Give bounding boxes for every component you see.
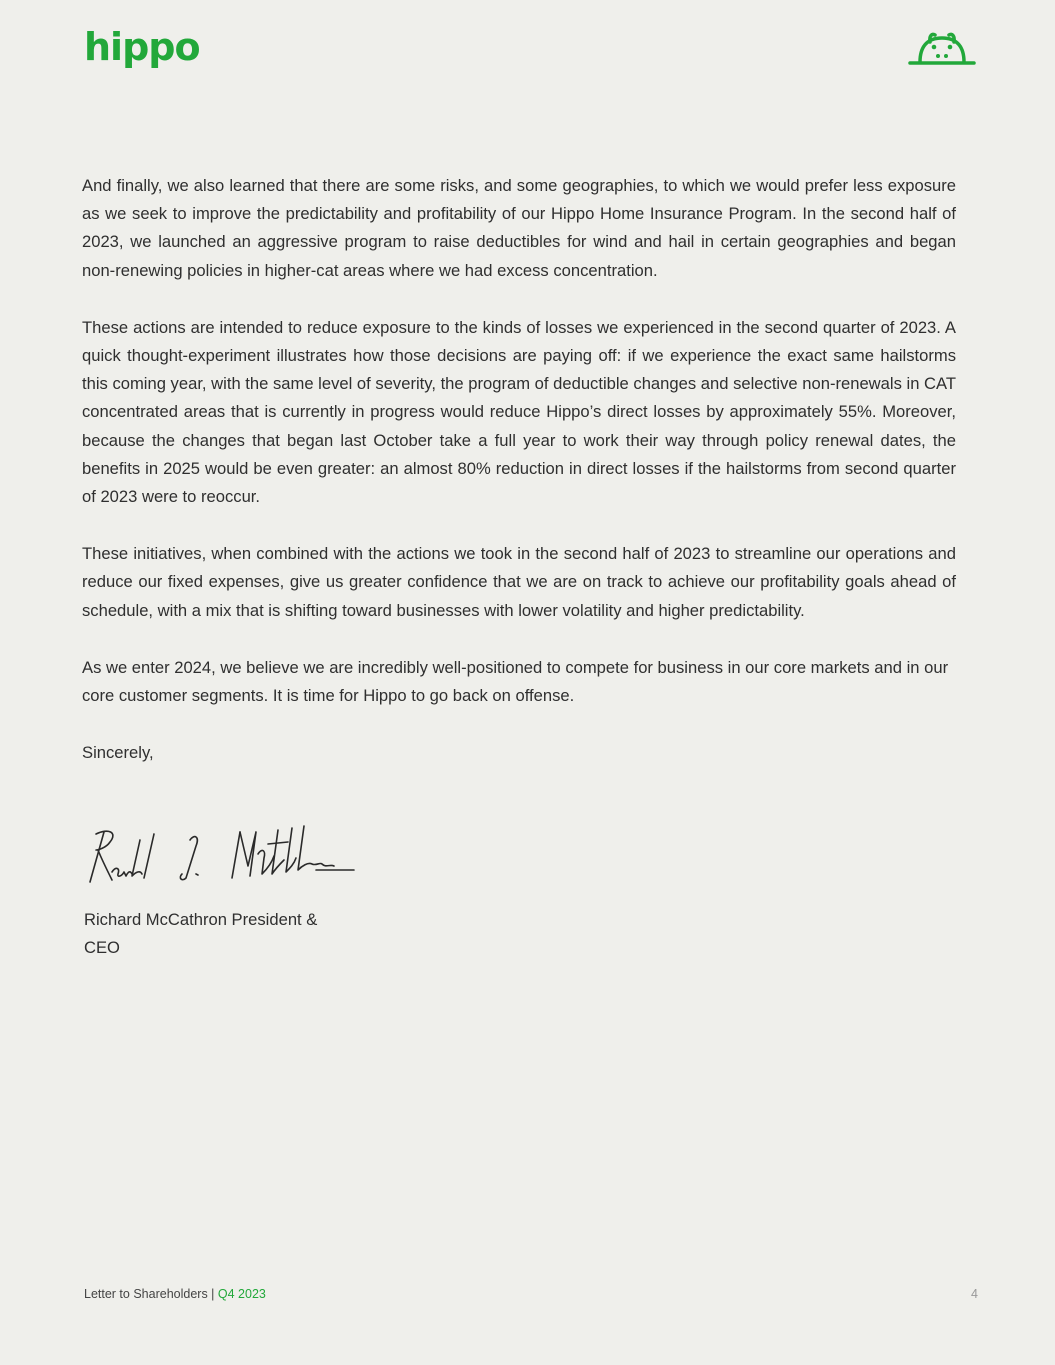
page-number: 4 xyxy=(971,1287,978,1301)
letter-body xyxy=(82,172,956,767)
paragraph-outlook: As we enter 2024, we believe we are incredibly well-positioned to compete for business in our core markets and in our core customer segments. It is time for Hippo to go back on offense. xyxy=(82,657,949,706)
hippo-logo: hippo xyxy=(84,25,200,69)
signer-name-title: Richard McCathron President & CEO xyxy=(84,910,318,958)
footer-separator: | xyxy=(207,1287,218,1301)
hippo-mascot-icon xyxy=(908,30,976,66)
footer xyxy=(84,1287,266,1301)
footer-quarter: Q4 2023 xyxy=(217,1287,266,1301)
footer-label: Letter to Shareholders xyxy=(84,1287,208,1301)
paragraph-actions: These actions are intended to reduce exposure to the kinds of losses we experienced in the second quarter of 2023. A quick thought-experiment illustrates how those decisions are paying off: if we experience the exact same hailstorms this coming year, with the same level of severity, the program of deductible changes and selective non-renewals in CAT concentrated areas that is currently in progress would reduce Hippo’s direct losses by approximately 55%. Moreover, because the changes that began last October take a full year to work their way through policy renewal dates, the benefits in 2025 would be even greater: an almost 80% reduction in direct losses if the hailstorms from second quarter of 2023 were to reoccur. xyxy=(82,317,956,507)
paragraph-risks: And finally, we also learned that there are some risks, and some geographies, to which we would prefer less exposure as we seek to improve the predictability and profitability of our Hippo Home Insurance Program. In the second half of 2023, we launched an aggressive program to raise deductibles for wind and hail in certain geographies and began non-renewing policies in higher-cat areas where we had excess concentration. xyxy=(82,176,956,280)
closing-salutation: Sincerely, xyxy=(82,743,154,763)
paragraph-initiatives: These initiatives, when combined with the actions we took in the second half of 2023 to streamline our operations and reduce our fixed expenses, give us greater confidence that we are on track to achieve our profitability goals ahead of schedule, with a mix that is shifting toward businesses with lower volatility and higher predictability. xyxy=(82,544,956,620)
handwritten-signature xyxy=(82,818,362,890)
